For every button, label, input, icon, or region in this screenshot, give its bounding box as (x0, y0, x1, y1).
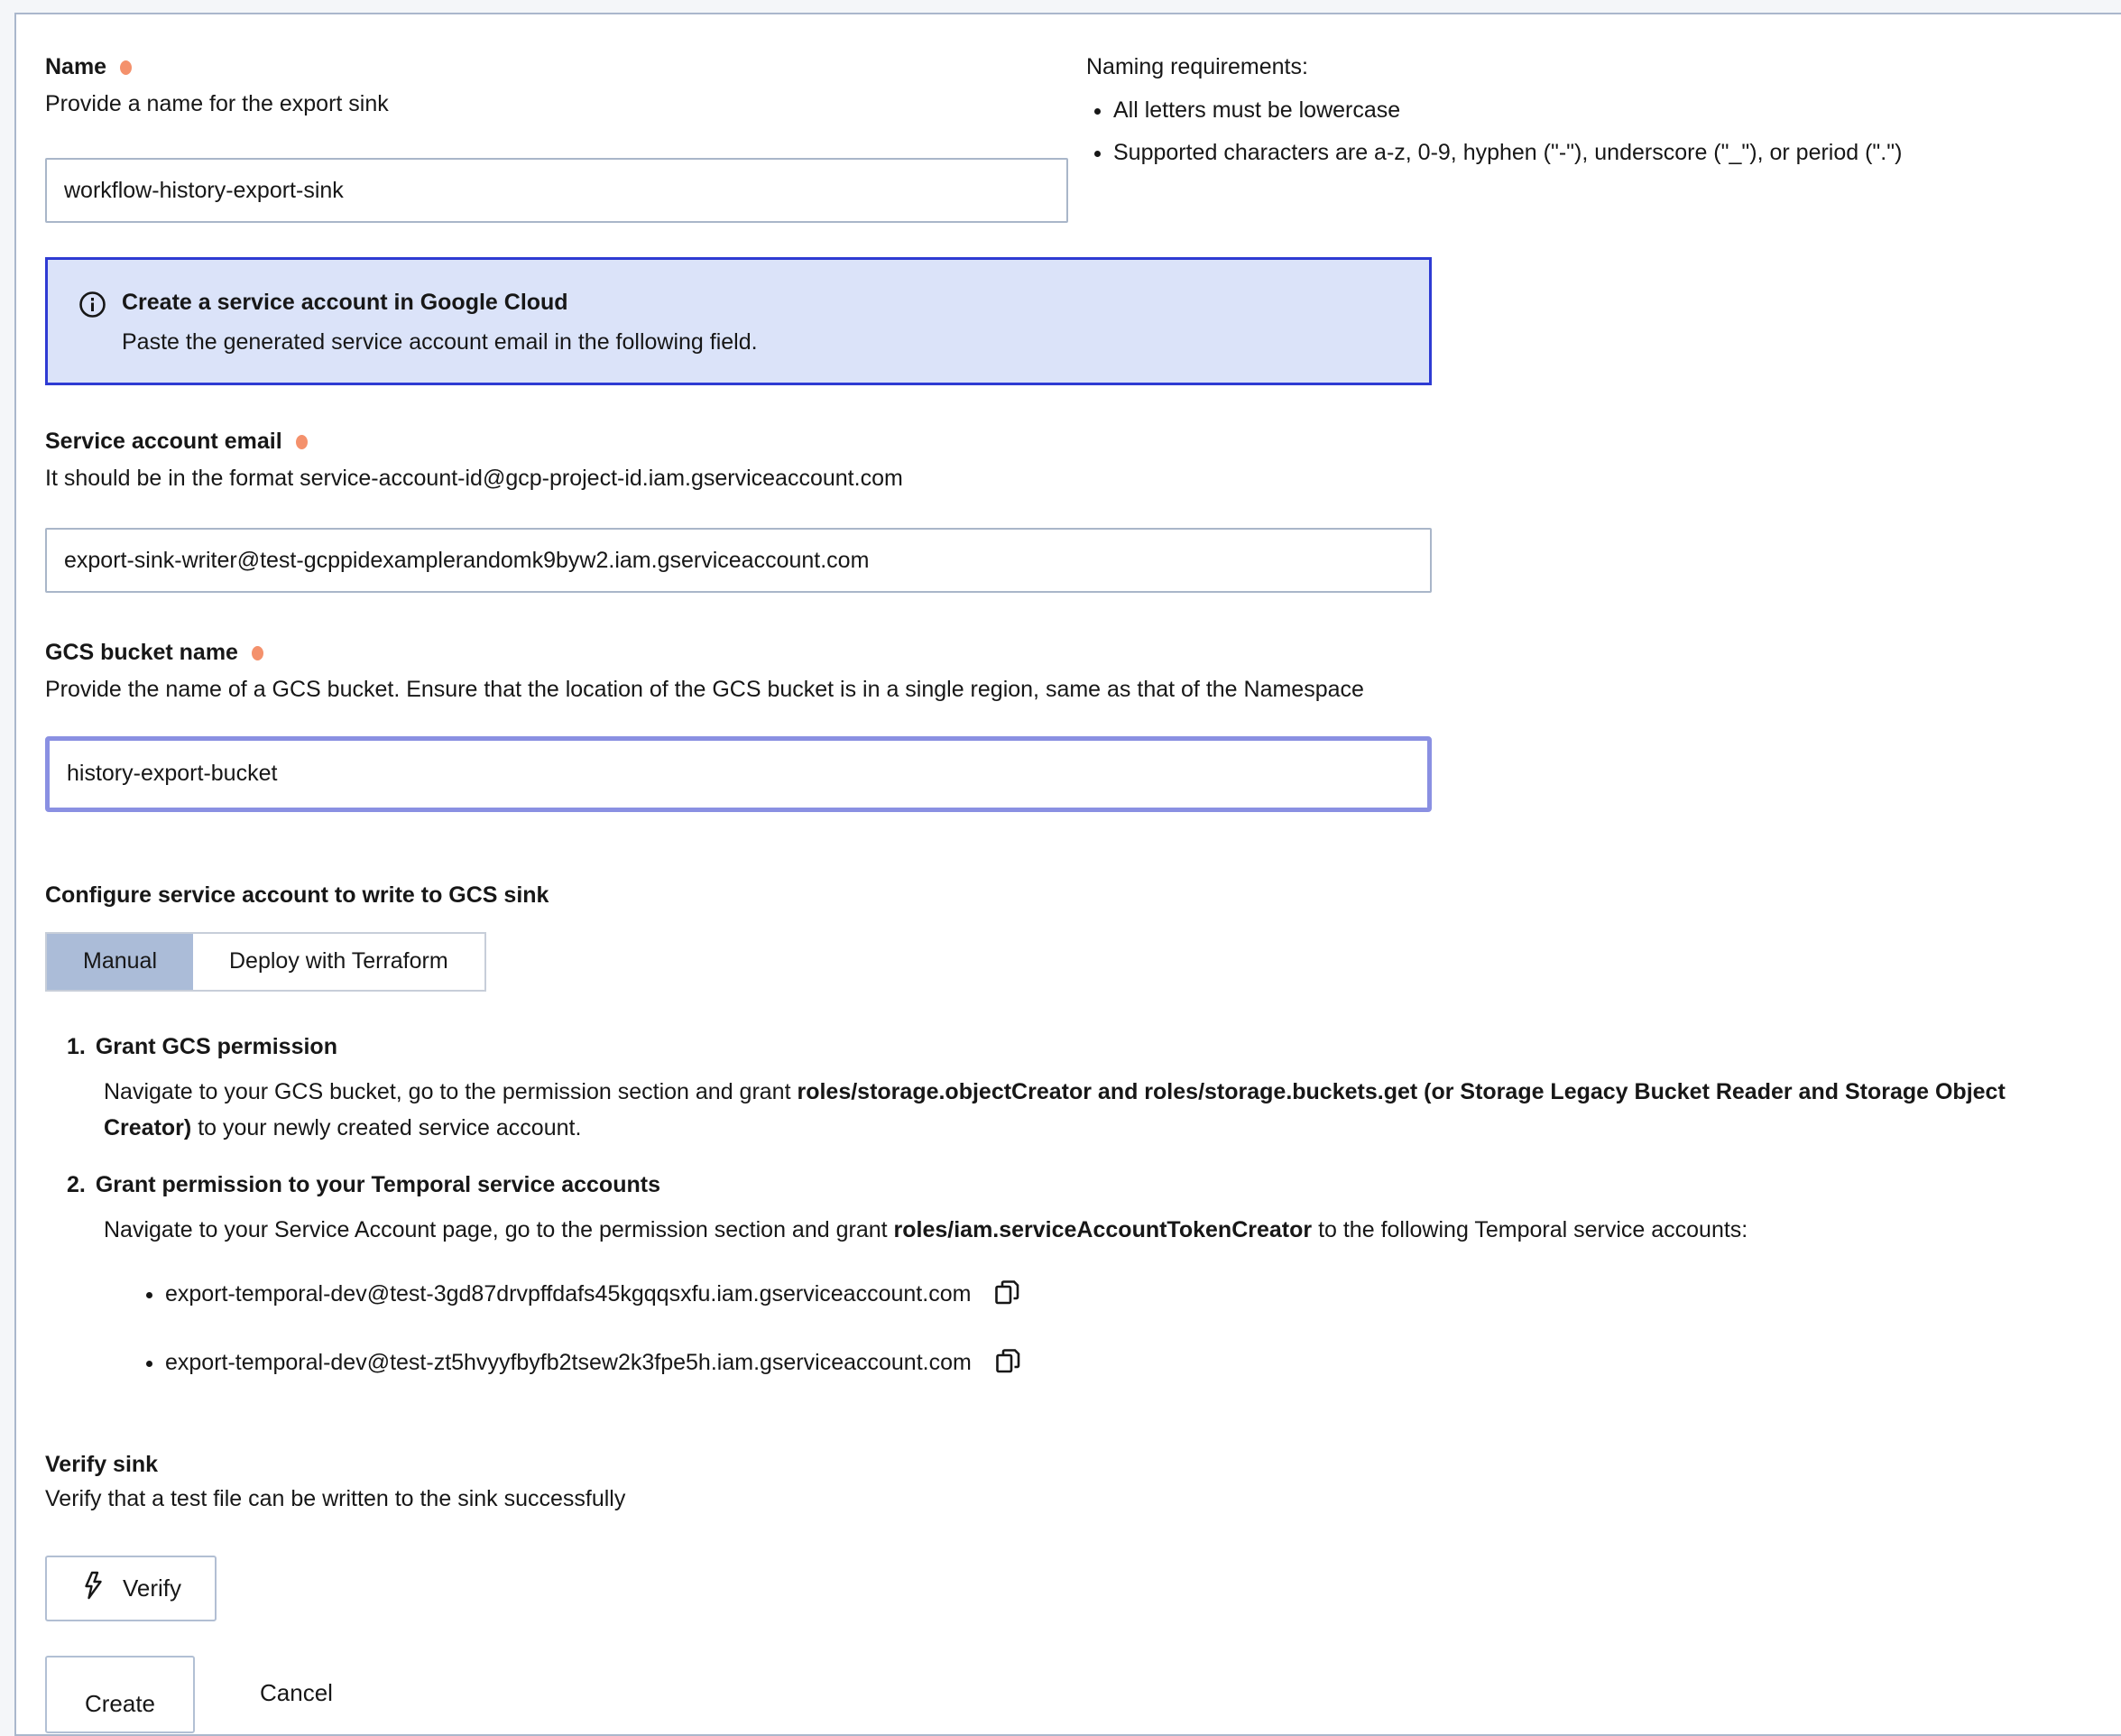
info-box-body: Paste the generated service account email in the following field. (122, 329, 758, 355)
info-box-title: Create a service account in Google Cloud (122, 290, 568, 316)
step-number: 2. (67, 1171, 86, 1197)
info-box-content (122, 288, 758, 358)
step-body (104, 1074, 2096, 1146)
configure-tabs (45, 932, 486, 992)
step-body-text: Navigate to your Service Account page, go to the permission section and grant (104, 1216, 894, 1242)
gcs-bucket-group (45, 638, 2096, 811)
form-actions (45, 1656, 2096, 1733)
name-label-row (45, 52, 1068, 83)
name-description: Provide a name for the export sink (45, 90, 389, 116)
naming-requirements-list (1086, 96, 2072, 169)
verify-button-label: Verify (123, 1574, 182, 1602)
temporal-service-account-email: • export-temporal-dev@test-3gd87drvpffdafs45kgqqsxfu.iam.gserviceaccount.com (165, 1281, 972, 1307)
naming-requirements (1086, 52, 2096, 223)
required-indicator (296, 435, 308, 449)
naming-requirements-title: Naming requirements: (1086, 54, 1308, 79)
service-account-email-label: Service account email (45, 429, 282, 454)
step-body-text: Navigate to your GCS bucket, go to the permission section and grant (104, 1078, 798, 1104)
step-body-text: to the following Temporal service accounts: (1312, 1216, 1748, 1242)
name-row (45, 52, 2096, 223)
verify-sink-section (45, 1452, 2096, 1622)
name-field-group (45, 52, 1068, 223)
naming-requirement-item: • All letters must be lowercase (1113, 96, 2072, 126)
service-account-email-description: It should be in the format service-account-id@gcp-project-id.iam.gserviceaccount.com (45, 465, 903, 491)
lightning-bolt-icon (80, 1570, 106, 1607)
gcs-bucket-description: Provide the name of a GCS bucket. Ensure that the location of the GCS bucket is in a single region, same as that of the Namespace (45, 677, 1364, 702)
step-body (104, 1212, 2096, 1248)
step-number: 1. (67, 1033, 86, 1059)
step-grant-temporal-permission (45, 1169, 2096, 1248)
step-body-text: to your newly created service account. (191, 1114, 582, 1140)
naming-requirement-item: • Supported characters are a-z, 0-9, hyphen ("-"), underscore ("_"), or period (".") (1113, 138, 2072, 169)
step-title-row (67, 1169, 2096, 1201)
service-account-email-group (45, 427, 2096, 593)
gcs-bucket-name-input[interactable] (45, 736, 1432, 812)
name-input[interactable] (45, 158, 1068, 223)
required-indicator (252, 646, 263, 660)
temporal-service-account-item (165, 1347, 2096, 1380)
copy-button[interactable] (993, 1279, 1020, 1311)
temporal-service-account-email: • export-temporal-dev@test-zt5hvyyfbyfb2tsew2k3fpe5h.iam.gserviceaccount.com (165, 1350, 972, 1375)
name-label: Name (45, 54, 107, 79)
cancel-button[interactable]: Cancel (254, 1656, 338, 1708)
export-sink-form-card (14, 13, 2121, 1736)
gcs-bucket-label-row (45, 638, 2096, 669)
service-account-email-input[interactable] (45, 528, 1432, 593)
step-grant-gcs-permission (45, 1031, 2096, 1146)
required-indicator (120, 60, 132, 75)
tab-deploy-with-terraform[interactable]: Deploy with Terraform (193, 934, 484, 990)
configure-section-title: Configure service account to write to GCS sink (45, 882, 549, 908)
gcs-bucket-name-label: GCS bucket name (45, 640, 238, 666)
step-body-roles: roles/iam.serviceAccountTokenCreator (893, 1216, 1313, 1242)
temporal-service-account-item (165, 1279, 2096, 1311)
service-account-email-label-row (45, 427, 2096, 457)
create-button[interactable]: Create (45, 1656, 195, 1733)
step-title: Grant GCS permission (95, 1033, 337, 1059)
copy-button[interactable] (994, 1347, 1021, 1380)
verify-sink-description: Verify that a test file can be written to the sink successfully (45, 1485, 626, 1511)
service-account-info-box (45, 257, 1432, 385)
verify-button[interactable] (45, 1556, 217, 1621)
temporal-service-account-list (45, 1279, 2096, 1380)
info-icon (78, 291, 106, 323)
step-title: Grant permission to your Temporal service accounts (95, 1171, 660, 1197)
copy-icon (994, 1347, 1021, 1380)
step-title-row (67, 1031, 2096, 1063)
tab-manual[interactable]: Manual (47, 934, 193, 990)
verify-sink-title: Verify sink (45, 1451, 159, 1477)
step-body-roles: roles/storage.objectCreator and roles/storage.buckets.get (or Storage Legacy Bucket Reader and Storage Object Creator) (104, 1078, 2006, 1140)
copy-icon (993, 1279, 1020, 1311)
